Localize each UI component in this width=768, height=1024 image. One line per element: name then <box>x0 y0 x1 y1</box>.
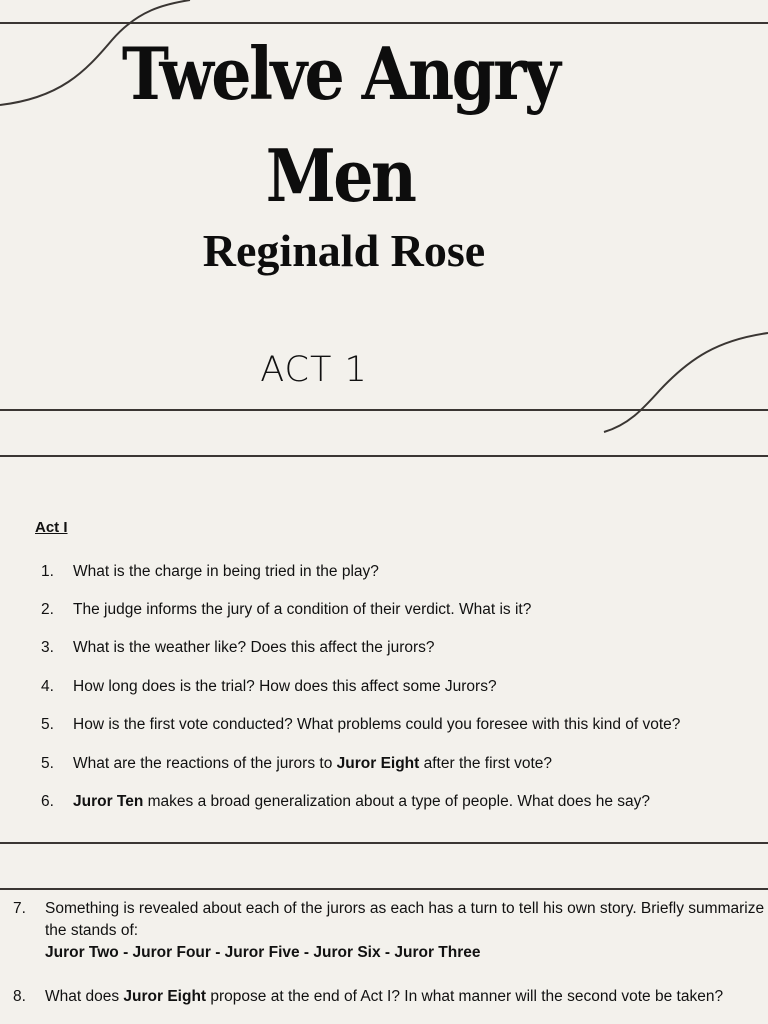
question-text: What is the charge in being tried in the play? <box>73 563 379 580</box>
question-text-part: What does <box>45 988 124 1005</box>
question-number: 6. <box>41 793 54 810</box>
question-3 <box>41 637 741 659</box>
question-7 <box>13 898 765 968</box>
question-text: How long does is the trial? How does this affect some Jurors? <box>73 678 497 695</box>
question-number: 5. <box>41 755 54 772</box>
juror-name: Juror Eight <box>336 755 420 772</box>
question-number: 8. <box>13 988 26 1005</box>
question-number: 2. <box>41 601 54 618</box>
question-4 <box>41 676 741 698</box>
question-text-part: What are the reactions of the jurors to <box>73 755 337 772</box>
act-label: ACT 1 <box>260 350 368 390</box>
section-heading: Act I <box>35 519 68 536</box>
question-number: 4. <box>41 678 54 695</box>
question-1 <box>41 561 741 583</box>
top-rule <box>0 22 768 24</box>
question-text-part: Something is revealed about each of the jurors as each has a turn to tell his own story. Briefly summarize the stands of: <box>45 900 765 939</box>
question-8 <box>13 986 758 1008</box>
question-5b <box>41 753 741 775</box>
question-text: What is the weather like? Does this affect the jurors? <box>73 639 435 656</box>
question-6 <box>41 791 741 813</box>
question-number: 7. <box>13 900 26 917</box>
question-number: 5. <box>41 716 54 733</box>
title-line-2: Men <box>265 133 415 218</box>
cover-bottom-rule <box>0 409 768 411</box>
questions-page-bottom-rule <box>0 842 768 844</box>
question-text: How is the first vote conducted? What problems could you foresee with this kind of vote? <box>73 716 681 733</box>
question-text-part: makes a broad generalization about a type of people. What does he say? <box>143 793 651 810</box>
question-text <box>45 898 765 964</box>
question-5 <box>41 714 741 736</box>
juror-list: Juror Two - Juror Four - Juror Five - Juror Six - Juror Three <box>45 944 481 961</box>
question-number: 3. <box>41 639 54 656</box>
juror-name: Juror Ten <box>73 793 144 810</box>
page-2-top-rule <box>0 888 768 890</box>
question-number: 1. <box>41 563 54 580</box>
title-line-1: Twelve Angry <box>121 31 559 116</box>
question-text-part: propose at the end of Act I? In what manner will the second vote be taken? <box>206 988 724 1005</box>
question-text <box>45 986 765 1008</box>
question-text: The judge informs the jury of a condition of their verdict. What is it? <box>73 601 532 618</box>
juror-name: Juror Eight <box>123 988 207 1005</box>
question-text-part: after the first vote? <box>419 755 552 772</box>
question-text <box>73 753 753 775</box>
question-2 <box>41 599 741 621</box>
question-text <box>73 791 753 813</box>
author-name: Reginald Rose <box>202 225 486 276</box>
questions-page-top-rule <box>0 455 768 457</box>
